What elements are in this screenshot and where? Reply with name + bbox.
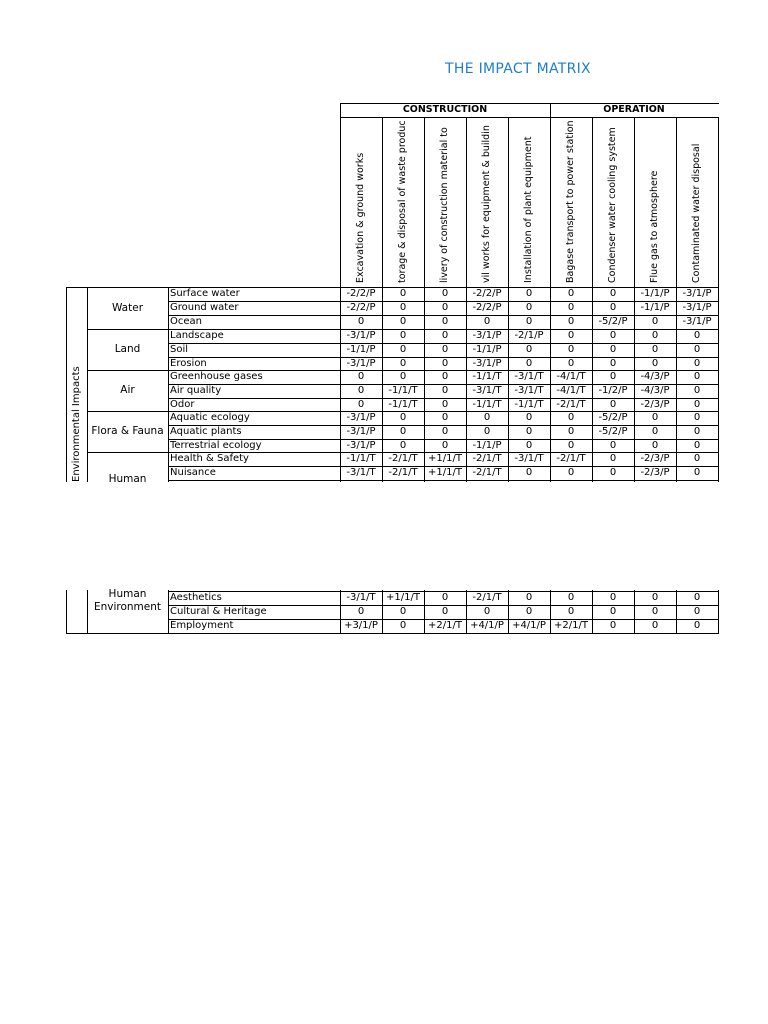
page-title: THE IMPACT MATRIX — [445, 61, 591, 77]
grid-line — [550, 590, 551, 633]
impact-value-cell: -2/3/P — [640, 399, 670, 410]
grid-line — [168, 370, 719, 371]
impact-value-cell: +2/1/T — [554, 620, 588, 631]
impact-value-cell: -1/2/P — [598, 385, 628, 396]
impact-value-cell: -3/1/T — [346, 592, 376, 603]
impact-value-cell: -3/1/T — [514, 385, 544, 396]
side-label-environmental-impacts: Environmental Impacts — [71, 366, 82, 483]
impact-item-label: Nuisance — [170, 467, 216, 478]
impact-value-cell: -1/1/T — [388, 399, 418, 410]
impact-item-label: Ground water — [170, 302, 239, 313]
impact-value-cell: -3/1/P — [346, 330, 376, 341]
grid-line — [168, 398, 719, 399]
grid-line — [466, 287, 467, 482]
impact-value-cell: 0 — [693, 371, 701, 382]
impact-value-cell: 0 — [483, 426, 491, 437]
impact-item-label: Aquatic plants — [170, 426, 242, 437]
grid-line — [340, 590, 341, 633]
impact-value-cell: -2/1/P — [514, 330, 544, 341]
impact-value-cell: -4/3/P — [640, 371, 670, 382]
grid-line — [168, 633, 719, 634]
impact-value-cell: -1/1/T — [472, 371, 502, 382]
grid-line — [87, 370, 169, 371]
impact-value-cell: 0 — [609, 592, 617, 603]
impact-value-cell: 0 — [567, 288, 575, 299]
impact-value-cell: 0 — [399, 302, 407, 313]
impact-value-cell: 0 — [525, 358, 533, 369]
impact-value-cell: 0 — [693, 620, 701, 631]
impact-item-label: Surface water — [170, 288, 240, 299]
impact-value-cell: 0 — [357, 316, 365, 327]
impact-item-label: Cultural & Heritage — [170, 606, 267, 617]
column-header: Flue gas to atmosphere — [649, 170, 660, 283]
impact-value-cell: 0 — [567, 330, 575, 341]
grid-line — [550, 103, 551, 117]
impact-value-cell: -2/1/T — [556, 399, 586, 410]
impact-value-cell: 0 — [441, 344, 449, 355]
impact-value-cell: 0 — [399, 440, 407, 451]
grid-line — [340, 287, 341, 482]
grid-line — [382, 590, 383, 633]
impact-item-label: Air quality — [170, 385, 222, 396]
grid-line — [168, 605, 719, 606]
impact-value-cell: 0 — [609, 606, 617, 617]
grid-line — [168, 329, 719, 330]
impact-value-cell: +4/1/P — [470, 620, 504, 631]
impact-item-label: Employment — [170, 620, 234, 631]
phase-header-construction: CONSTRUCTION — [402, 104, 488, 115]
impact-value-cell: 0 — [693, 412, 701, 423]
impact-value-cell: 0 — [609, 440, 617, 451]
grid-line — [87, 452, 169, 453]
impact-value-cell: 0 — [525, 316, 533, 327]
impact-value-cell: -2/1/T — [556, 453, 586, 464]
impact-value-cell: -2/1/T — [472, 453, 502, 464]
impact-value-cell: 0 — [651, 606, 659, 617]
impact-value-cell: 0 — [567, 467, 575, 478]
grid-line — [718, 117, 719, 287]
impact-value-cell: 0 — [357, 385, 365, 396]
impact-value-cell: 0 — [483, 316, 491, 327]
grid-line — [382, 117, 383, 287]
impact-value-cell: -1/1/T — [514, 399, 544, 410]
impact-value-cell: 0 — [651, 620, 659, 631]
impact-value-cell: 0 — [483, 606, 491, 617]
impact-value-cell: 0 — [567, 592, 575, 603]
impact-value-cell: -1/1/P — [472, 344, 502, 355]
impact-value-cell: 0 — [693, 467, 701, 478]
impact-value-cell: 0 — [693, 385, 701, 396]
impact-value-cell: -3/1/P — [346, 426, 376, 437]
impact-value-cell: 0 — [525, 412, 533, 423]
grid-line — [87, 329, 169, 330]
impact-value-cell: -3/1/T — [472, 385, 502, 396]
grid-line — [550, 117, 551, 287]
category-label: Air — [120, 384, 135, 396]
grid-line — [382, 287, 383, 482]
grid-line — [676, 590, 677, 633]
impact-value-cell: 0 — [399, 330, 407, 341]
impact-matrix-table — [66, 103, 718, 636]
impact-value-cell: 0 — [693, 344, 701, 355]
grid-line — [168, 287, 719, 288]
impact-item-label: Soil — [170, 344, 189, 355]
column-header: Installation of plant equipment — [523, 136, 534, 283]
impact-value-cell: 0 — [567, 440, 575, 451]
category-label: Flora & Fauna — [91, 425, 164, 437]
column-header: torage & disposal of waste produc — [397, 120, 408, 283]
impact-value-cell: -1/1/P — [640, 302, 670, 313]
grid-line — [168, 287, 169, 482]
impact-value-cell: -3/1/P — [346, 358, 376, 369]
impact-value-cell: 0 — [399, 620, 407, 631]
impact-value-cell: 0 — [357, 399, 365, 410]
grid-line — [87, 287, 88, 482]
grid-line — [168, 439, 719, 440]
phase-header-operation: OPERATION — [603, 104, 665, 115]
grid-line — [66, 287, 67, 482]
impact-value-cell: 0 — [399, 412, 407, 423]
impact-value-cell: 0 — [567, 606, 575, 617]
column-header: Excavation & ground works — [355, 152, 366, 283]
grid-line — [87, 287, 169, 288]
impact-value-cell: 0 — [441, 592, 449, 603]
impact-value-cell: -3/1/T — [514, 453, 544, 464]
impact-value-cell: +2/1/T — [428, 620, 462, 631]
impact-value-cell: 0 — [399, 426, 407, 437]
impact-value-cell: -4/1/T — [556, 371, 586, 382]
impact-value-cell: -1/1/T — [472, 399, 502, 410]
grid-line — [676, 287, 677, 482]
impact-item-label: Aquatic ecology — [170, 412, 250, 423]
grid-line — [592, 117, 593, 287]
impact-value-cell: 0 — [441, 399, 449, 410]
grid-line — [340, 103, 719, 104]
grid-line — [168, 411, 719, 412]
grid-line — [718, 287, 719, 482]
impact-item-label: Aesthetics — [170, 592, 222, 603]
impact-value-cell: 0 — [693, 399, 701, 410]
impact-value-cell: -4/3/P — [640, 385, 670, 396]
impact-value-cell: 0 — [399, 316, 407, 327]
impact-item-label: Ocean — [170, 316, 202, 327]
grid-line — [168, 357, 719, 358]
impact-value-cell: 0 — [357, 606, 365, 617]
grid-line — [66, 633, 88, 634]
impact-value-cell: -2/2/P — [472, 302, 502, 313]
grid-line — [508, 287, 509, 482]
grid-line — [340, 117, 719, 118]
impact-value-cell: 0 — [441, 606, 449, 617]
grid-line — [168, 480, 719, 481]
grid-line — [424, 287, 425, 482]
grid-line — [168, 343, 719, 344]
grid-line — [592, 590, 593, 633]
impact-value-cell: 0 — [693, 330, 701, 341]
impact-value-cell: 0 — [441, 330, 449, 341]
impact-value-cell: 0 — [399, 606, 407, 617]
impact-value-cell: 0 — [525, 467, 533, 478]
column-header: livery of construction material to — [439, 127, 450, 283]
impact-value-cell: 0 — [609, 288, 617, 299]
impact-value-cell: -3/1/P — [346, 440, 376, 451]
impact-value-cell: -3/1/P — [472, 330, 502, 341]
impact-value-cell: -5/2/P — [598, 426, 628, 437]
impact-value-cell: 0 — [441, 288, 449, 299]
grid-line — [508, 590, 509, 633]
impact-value-cell: 0 — [525, 606, 533, 617]
impact-item-label: Greenhouse gases — [170, 371, 263, 382]
impact-value-cell: +1/1/T — [386, 592, 420, 603]
impact-value-cell: 0 — [483, 412, 491, 423]
category-label: Land — [114, 343, 141, 355]
impact-value-cell: 0 — [609, 371, 617, 382]
impact-value-cell: -3/1/P — [472, 358, 502, 369]
impact-value-cell: -2/2/P — [346, 288, 376, 299]
impact-value-cell: -2/2/P — [472, 288, 502, 299]
impact-item-label: Erosion — [170, 358, 207, 369]
grid-line — [634, 287, 635, 482]
grid-line — [634, 590, 635, 633]
impact-value-cell: -2/1/T — [472, 592, 502, 603]
grid-line — [168, 425, 719, 426]
grid-line — [87, 633, 169, 634]
column-header: Bagase transport to power station — [565, 120, 576, 283]
grid-line — [718, 590, 719, 633]
grid-line — [466, 590, 467, 633]
impact-value-cell: -2/1/T — [472, 467, 502, 478]
impact-value-cell: 0 — [609, 344, 617, 355]
impact-value-cell: 0 — [525, 440, 533, 451]
impact-value-cell: +4/1/P — [512, 620, 546, 631]
grid-line — [168, 590, 169, 633]
impact-value-cell: -3/1/P — [346, 412, 376, 423]
grid-line — [508, 117, 509, 287]
impact-value-cell: 0 — [609, 302, 617, 313]
impact-value-cell: 0 — [399, 358, 407, 369]
impact-item-label: Odor — [170, 399, 195, 410]
impact-value-cell: -4/1/T — [556, 385, 586, 396]
grid-line — [424, 590, 425, 633]
impact-value-cell: -1/1/T — [346, 453, 376, 464]
impact-value-cell: 0 — [693, 358, 701, 369]
impact-value-cell: -3/1/P — [682, 302, 712, 313]
impact-value-cell: 0 — [651, 344, 659, 355]
grid-line — [340, 103, 341, 287]
column-header: Condenser water cooling system — [607, 127, 618, 283]
grid-line — [168, 384, 719, 385]
impact-value-cell: 0 — [693, 440, 701, 451]
grid-line — [66, 590, 67, 633]
impact-value-cell: 0 — [441, 412, 449, 423]
impact-value-cell: 0 — [525, 344, 533, 355]
impact-value-cell: 0 — [441, 426, 449, 437]
impact-value-cell: -3/1/P — [682, 316, 712, 327]
impact-value-cell: 0 — [693, 592, 701, 603]
grid-line — [168, 452, 719, 453]
impact-value-cell: 0 — [651, 592, 659, 603]
impact-value-cell: 0 — [609, 399, 617, 410]
grid-line — [168, 619, 719, 620]
impact-item-label: Landscape — [170, 330, 224, 341]
impact-value-cell: 0 — [441, 385, 449, 396]
grid-line — [424, 117, 425, 287]
grid-line — [168, 466, 719, 467]
impact-value-cell: 0 — [651, 440, 659, 451]
impact-value-cell: -1/1/T — [388, 385, 418, 396]
impact-value-cell: 0 — [651, 316, 659, 327]
impact-value-cell: -1/1/P — [640, 288, 670, 299]
impact-value-cell: 0 — [609, 358, 617, 369]
impact-value-cell: -5/2/P — [598, 412, 628, 423]
impact-value-cell: -2/1/T — [388, 467, 418, 478]
impact-value-cell: +1/1/T — [428, 467, 462, 478]
impact-value-cell: 0 — [441, 371, 449, 382]
grid-line — [592, 287, 593, 482]
impact-value-cell: -5/2/P — [598, 316, 628, 327]
impact-value-cell: -2/1/T — [388, 453, 418, 464]
category-label: Water — [111, 301, 144, 314]
impact-value-cell: 0 — [567, 412, 575, 423]
grid-line — [87, 411, 169, 412]
category-label: Human Environment — [93, 588, 162, 613]
impact-value-cell: 0 — [525, 426, 533, 437]
impact-value-cell: 0 — [567, 426, 575, 437]
impact-value-cell: 0 — [693, 426, 701, 437]
impact-value-cell: 0 — [609, 620, 617, 631]
impact-value-cell: 0 — [399, 371, 407, 382]
impact-value-cell: 0 — [357, 371, 365, 382]
impact-value-cell: 0 — [441, 440, 449, 451]
impact-value-cell: +3/1/P — [344, 620, 378, 631]
impact-value-cell: 0 — [525, 592, 533, 603]
grid-line — [634, 117, 635, 287]
impact-value-cell: -1/1/P — [346, 344, 376, 355]
impact-value-cell: 0 — [609, 467, 617, 478]
impact-value-cell: -3/1/P — [682, 288, 712, 299]
impact-value-cell: 0 — [651, 412, 659, 423]
impact-value-cell: 0 — [651, 358, 659, 369]
impact-value-cell: 0 — [609, 330, 617, 341]
grid-line — [466, 117, 467, 287]
category-label: Human — [108, 473, 147, 485]
impact-value-cell: 0 — [693, 606, 701, 617]
impact-value-cell: 0 — [525, 302, 533, 313]
impact-value-cell: 0 — [399, 288, 407, 299]
grid-line — [66, 287, 88, 288]
impact-value-cell: +1/1/T — [428, 453, 462, 464]
impact-value-cell: 0 — [441, 316, 449, 327]
impact-value-cell: 0 — [399, 344, 407, 355]
impact-value-cell: 0 — [567, 344, 575, 355]
impact-value-cell: 0 — [693, 453, 701, 464]
impact-value-cell: -3/1/T — [514, 371, 544, 382]
grid-line — [168, 591, 719, 592]
impact-value-cell: 0 — [525, 288, 533, 299]
impact-item-label: Health & Safety — [170, 453, 249, 464]
impact-value-cell: 0 — [441, 358, 449, 369]
impact-value-cell: -3/1/T — [346, 467, 376, 478]
column-header: vil works for equipment & buildin — [481, 125, 492, 283]
grid-line — [168, 315, 719, 316]
impact-value-cell: -2/3/P — [640, 453, 670, 464]
impact-value-cell: 0 — [609, 453, 617, 464]
grid-line — [87, 590, 88, 633]
impact-item-label: Terrestrial ecology — [170, 440, 262, 451]
impact-value-cell: 0 — [651, 426, 659, 437]
grid-line — [168, 301, 719, 302]
impact-value-cell: 0 — [567, 358, 575, 369]
impact-value-cell: 0 — [651, 330, 659, 341]
impact-value-cell: 0 — [567, 316, 575, 327]
grid-line — [676, 117, 677, 287]
impact-value-cell: 0 — [441, 302, 449, 313]
impact-value-cell: -2/2/P — [346, 302, 376, 313]
column-header: Contaminated water disposal — [691, 143, 702, 283]
impact-value-cell: -1/1/P — [472, 440, 502, 451]
impact-value-cell: -2/3/P — [640, 467, 670, 478]
grid-line — [550, 287, 551, 482]
impact-value-cell: 0 — [567, 302, 575, 313]
